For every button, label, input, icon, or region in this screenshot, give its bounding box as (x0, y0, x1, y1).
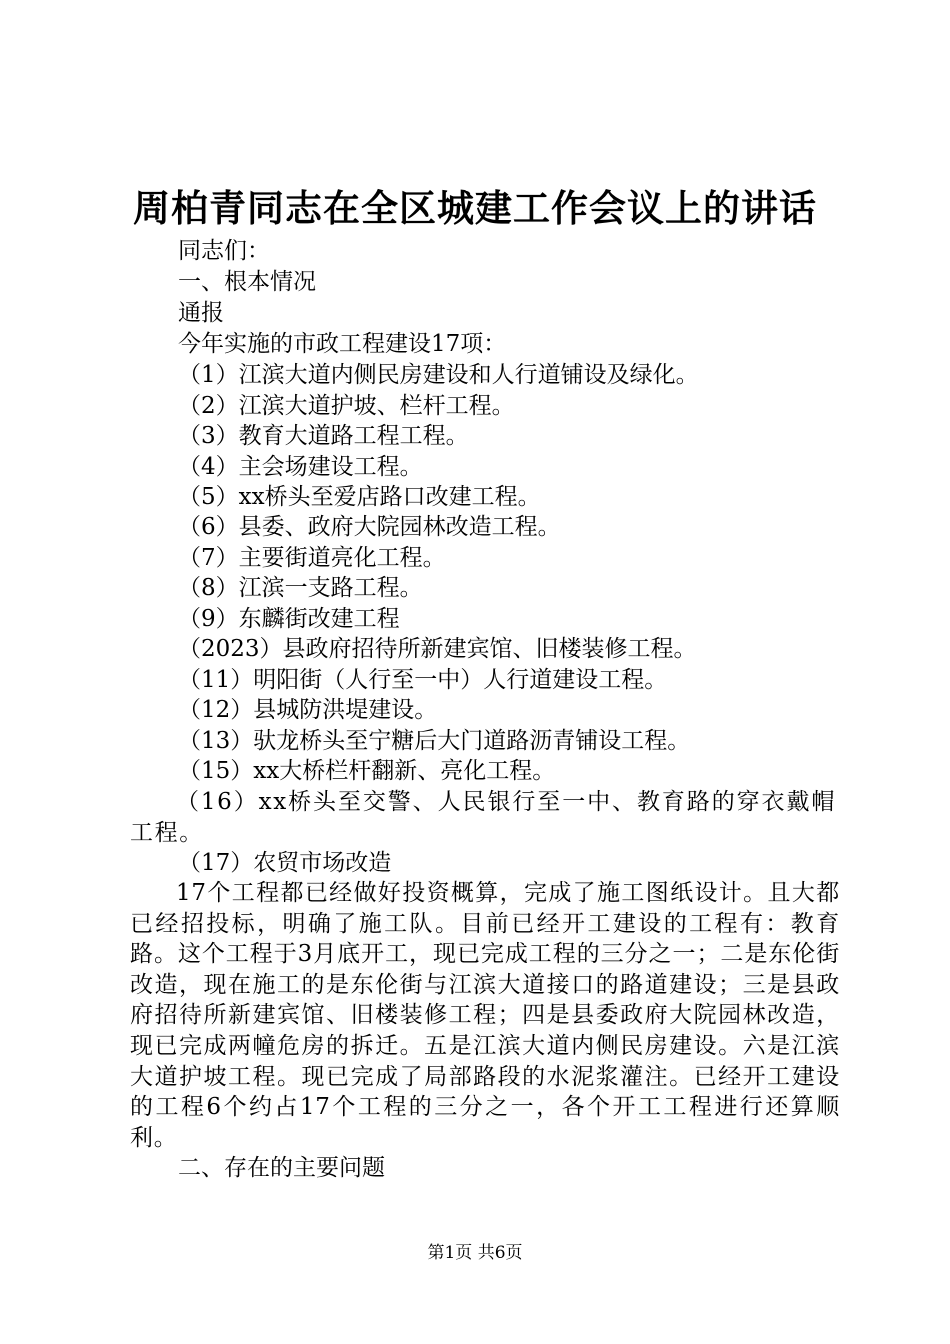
list-item: （7）主要街道亮化工程。 (178, 545, 446, 571)
list-item: （9）东麟街改建工程 (178, 606, 400, 632)
salutation: 同志们： (178, 238, 270, 264)
intro-line: 今年实施的市政工程建设17项： (178, 331, 507, 357)
list-item: （8）江滨一支路工程。 (178, 575, 423, 601)
list-item: （15）xx大桥栏杆翻新、亮化工程。 (178, 758, 556, 784)
list-item: （1）江滨大道内侧民房建设和人行道铺设及绿化。 (178, 362, 699, 388)
document-title: 周柏青同志在全区城建工作会议上的讲话 (133, 186, 817, 230)
list-item: （6）县委、政府大院园林改造工程。 (178, 514, 561, 540)
list-item: （11）明阳街（人行至一中）人行道建设工程。 (178, 667, 668, 693)
section-heading-1: 一、根本情况 (178, 269, 316, 295)
page-footer: 第1页 共6页 (427, 1243, 523, 1263)
section-subheading: 通报 (178, 300, 224, 326)
list-item: （2）江滨大道护坡、栏杆工程。 (178, 393, 515, 419)
summary-paragraph: 17个工程都已经做好投资概算，完成了施工图纸设计。且大都已经招投标，明确了施工队。目前已经开工建设的工程有：教育路。这个工程于3月底开工，现已完成工程的三分之一；二是东伦街改造，现在施工的是东伦街与江滨大道接口的路道建设；三是县政府招待所新建宾馆、旧楼装修工程；四是县委政府大院园林改造，现已完成两幢危房的拆迁。五是江滨大道内侧民房建设。六是江滨大道护坡工程。现已完成了局部路段的水泥浆灌注。已经开工建设的工程6个约占17个工程的三分之一，各个开工工程进行还算顺利。 (130, 880, 840, 1151)
list-item: （4）主会场建设工程。 (178, 454, 423, 480)
list-item: （3）教育大道路工程工程。 (178, 423, 469, 449)
section-heading-2: 二、存在的主要问题 (178, 1155, 385, 1181)
list-item-wrapped: （16）xx桥头至交警、人民银行至一中、教育路的穿衣戴帽工程。 (130, 789, 836, 846)
list-item: （2023）县政府招待所新建宾馆、旧楼装修工程。 (178, 636, 697, 662)
list-item: （5）xx桥头至爱店路口改建工程。 (178, 484, 541, 510)
list-item: （13）驮龙桥头至宁糖后大门道路沥青铺设工程。 (178, 728, 691, 754)
list-item: （17）农贸市场改造 (178, 850, 392, 876)
list-item: （12）县城防洪堤建设。 (178, 697, 438, 723)
